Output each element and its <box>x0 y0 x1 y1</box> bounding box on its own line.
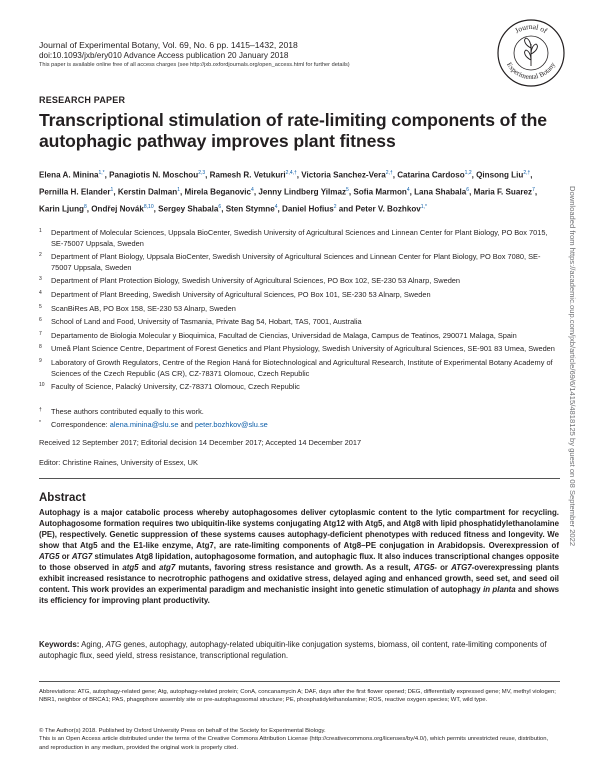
correspondence-note: * Correspondence: alena.minina@slu.se and peter.bozhkov@slu.se <box>39 419 268 429</box>
affiliation-list <box>39 226 559 394</box>
email-link-bozhkov[interactable]: peter.bozhkov@slu.se <box>194 419 268 429</box>
journal-logo <box>496 18 566 88</box>
author-affiliation-mark: 2,3 <box>198 170 206 176</box>
author-affiliation-mark: 8 <box>83 204 87 211</box>
copyright-line: © The Author(s) 2018. Published by Oxford University Press on behalf of the Society for Experimental Biology. <box>39 728 326 734</box>
author-affiliation-mark: 5 <box>346 187 349 194</box>
author-name: Jenny Lindberg Yilmaz <box>258 187 347 197</box>
author-name: Sergey Shabala <box>158 205 219 215</box>
author-name: Ramesh R. Vetukuri <box>209 170 286 180</box>
author-name: Sofia Marmon <box>353 187 407 197</box>
copyright-block <box>39 727 559 752</box>
affiliation: 2 Department of Plant Biology, Uppsala BioCenter, Swedish University of Agricultural Sciences and Linnean Center for Plant Biology, PO Box 7080, SE-75007 Uppsala, Sweden <box>39 252 541 272</box>
author-affiliation-mark: 1,* <box>98 170 105 176</box>
license-line: This is an Open Access article distributed under the terms of the Creative Commons Attribution License (http://creativecommons.org/licenses/by/4.0/), which permits unrestricted reuse, distribution, and reproduction in any medium, provided the original work is properly cited. <box>39 736 549 751</box>
author-notes <box>39 405 559 430</box>
journal-citation: Journal of Experimental Botany, Vol. 69, No. 6 pp. 1415–1432, 2018 <box>39 40 298 50</box>
author-affiliation-mark: 1 <box>177 187 180 194</box>
paper-title: Transcriptional stimulation of rate-limiting components of the autophagic pathway improves plant fitness <box>39 110 547 151</box>
doi-line: doi:10.1093/jxb/ery010 Advance Access publication 20 January 2018 <box>39 50 289 60</box>
equal-contribution-note: † These authors contributed equally to this work. <box>39 407 204 416</box>
author-name: Kerstin Dalman <box>117 187 178 197</box>
author-affiliation-mark: 1,* <box>420 204 427 211</box>
email-link-minina[interactable]: alena.minina@slu.se <box>109 419 179 429</box>
download-watermark: Downloaded from https://academic.oup.com/jxb/article/69/6/1415/4818125 by guest on 08 September 2022 <box>568 186 577 547</box>
logo-top-text: Journal of <box>513 21 549 36</box>
author-affiliation-mark: 1,2 <box>464 170 472 176</box>
affiliation: 4 Department of Plant Breeding, Swedish University of Agricultural Sciences, PO Box 101, SE-230 53 Alnarp, Sweden <box>39 289 431 299</box>
author-name: Catarina Cardoso <box>397 170 465 180</box>
author-affiliation-mark: 2,4,† <box>285 170 297 176</box>
author-affiliation-mark: 2 <box>333 204 337 211</box>
abbreviations: Abbreviations: ATG, autophagy-related gene; Atg, autophagy-related protein; ConA, concanamycin A; DAF, days after the first flower opened; DEG, differentially expressed gene; MV, methyl viologen; NBR1, neighbor of BRCA1; PAS, phagophore assembly site or pre-autophagosomal structure; PE, phosphatidylethanolamine; ROS, reactive oxygen species; WT, wild type. <box>39 689 556 704</box>
author-affiliation-mark: 2,† <box>385 170 393 176</box>
abstract-text: Autophagy is a major catabolic process whereby autophagosomes deliver cytoplasmic content to the lytic compartment for recycling. Autophagosome formation requires two ubiquitin-like systems conjugating Atg12 with Atg5, and Atg8 with lipid phosphatidylethanolamine (PE), respectively. Genetic suppression of these systems causes autophagy-deficient phenotypes with reduced fitness and longevity. We show that Atg5 and the E1-like enzyme, Atg7, are rate-limiting components of Atg8–PE conjugation in Arabidopsis. Overexpression of ATG5 or ATG7 stimulates Atg8 lipidation, autophagosome formation, and autophagic flux. It also induces transcriptional changes opposite to those observed in atg5 and atg7 mutants, favoring stress resistance and growth. As a result, ATG5- or ATG7-overexpressing plants exhibit increased resistance to necrotrophic pathogens and oxidative stress, delayed aging and enhanced growth, seed set, and seed oil content. This work provides an experimental paradigm and mechanistic insight into genetic stimulation of autophagy in planta and shows its efficiency for improving plant productivity. <box>39 508 560 605</box>
author-name: Lana Shabala <box>414 187 467 197</box>
abstract-heading: Abstract <box>39 492 86 504</box>
submission-dates: Received 12 September 2017; Editorial decision 14 December 2017; Accepted 14 December 2017 <box>39 438 362 447</box>
author-name: Victoria Sanchez-Vera <box>301 170 386 180</box>
author-affiliation-mark: 7 <box>532 187 535 194</box>
keywords-label: Keywords: <box>39 640 80 649</box>
editor-line: Editor: Christine Raines, University of Essex, UK <box>39 458 198 467</box>
section-label: RESEARCH PAPER <box>39 95 126 105</box>
logo-bottom-text: Experimental Botany <box>505 60 557 82</box>
logo-leaf-icon <box>525 38 538 66</box>
author-name: Qinsong Liu <box>476 170 524 180</box>
author-list: Elena A. Minina$^{1,*}$, Panagiotis N. Moschou$^{2,3}$, Ramesh R. Vetukuri$^{2,4,\dagger}$, Victoria Sanchez-Vera$^{2,\dagger}$, Catarina Cardoso$^{1,2}$, Qinsong Liu$^{2,\dagger}$, Pernilla H. Elander$^1$, Kerstin Dalman$^1$, Mirela Beganovic$^4$, Jenny Lindberg Yilmaz$^5$, Sofia Marmon$^4$, Lana Shabala$^6$, Maria F. Suarez$^7$, Karin Ljung$^8$, Ondřej Novák$^{8,10}$, Sergey Shabala$^6$, Sten Stymne$^4$, Daniel Hofius$^2$ and Peter V. Bozhkov$^{1,*}$ <box>39 170 538 215</box>
affiliation: 7 Departamento de Biologia Molecular y Bioquimica, Facultad de Ciencias, Universidad de Malaga, Campus de Teatinos, 290071 Malaga, Spain <box>39 330 517 340</box>
journal-header <box>39 40 429 69</box>
divider <box>39 478 560 479</box>
open-access-note: This paper is available online free of all access charges (see http://jxb.oxfordjournals.org/open_access.html for further details) <box>39 62 350 69</box>
author-affiliation-mark: 4 <box>274 204 278 211</box>
author-affiliation-mark: 8,10 <box>143 204 154 211</box>
author-separator: and <box>336 205 356 215</box>
author-name: Daniel Hofius <box>282 205 334 215</box>
footer-divider <box>39 681 560 682</box>
author-name: Mirela Beganovic <box>184 187 252 197</box>
author-affiliation-mark: 6 <box>218 204 222 211</box>
author-name: Karin Ljung <box>39 205 84 215</box>
affiliation: 8 Umeå Plant Science Centre, Department of Forest Genetics and Plant Physiology, Swedish University of Agricultural Sciences, SE-901 83 Umea, Sweden <box>39 344 555 354</box>
affiliation: 10 Faculty of Science, Palacký University, CZ-78371 Olomouc, Czech Republic <box>39 382 300 392</box>
keywords: Keywords: Aging, ATG genes, autophagy, autophagy-related ubiquitin-like conjugation systems, biomass, oil content, rate-limiting components of autophagic flux, seed yield, stress resistance, transcriptional regulation. <box>39 640 547 660</box>
author-affiliation-mark: 4 <box>251 187 254 194</box>
affiliation: 3 Department of Plant Protection Biology, Swedish University of Agricultural Sciences, PO Box 102, SE-230 53 Alnarp, Sweden <box>39 276 461 286</box>
affiliation: 6 School of Land and Food, University of Tasmania, Private Bag 54, Hobart, TAS, 7001, Australia <box>39 317 362 327</box>
author-name: Panagiotis N. Moschou <box>109 170 199 180</box>
affiliation: 1 Department of Molecular Sciences, Uppsala BioCenter, Swedish University of Agricultural Sciences and Linnean Center for Plant Biology, PO Box 7015, SE-75007 Uppsala, Sweden <box>39 228 548 248</box>
author-affiliation-mark: 4 <box>406 187 410 194</box>
author-name: Pernilla H. Elander <box>39 187 111 197</box>
author-affiliation-mark: 1 <box>110 187 114 194</box>
affiliation: 5 ScanBiRes AB, PO Box 158, SE-230 53 Alnarp, Sweden <box>39 303 236 313</box>
author-name: Elena A. Minina <box>39 170 99 180</box>
author-affiliation-mark: 2,† <box>523 170 531 176</box>
author-name: Maria F. Suarez <box>473 187 533 197</box>
author-affiliation-mark: 6 <box>466 187 470 194</box>
affiliation: 9 Laboratory of Growth Regulators, Centre of the Region Haná for Biotechnological and Agricultural Research, Institute of Experimental Botany Academy of Sciences of the Czech Republic (AS CR), CZ-78371 Olomouc, Czech Republic <box>39 357 553 378</box>
author-name: Peter V. Bozhkov <box>355 205 421 215</box>
author-name: Ondřej Novák <box>91 205 144 215</box>
author-name: Sten Stymne <box>225 205 275 215</box>
